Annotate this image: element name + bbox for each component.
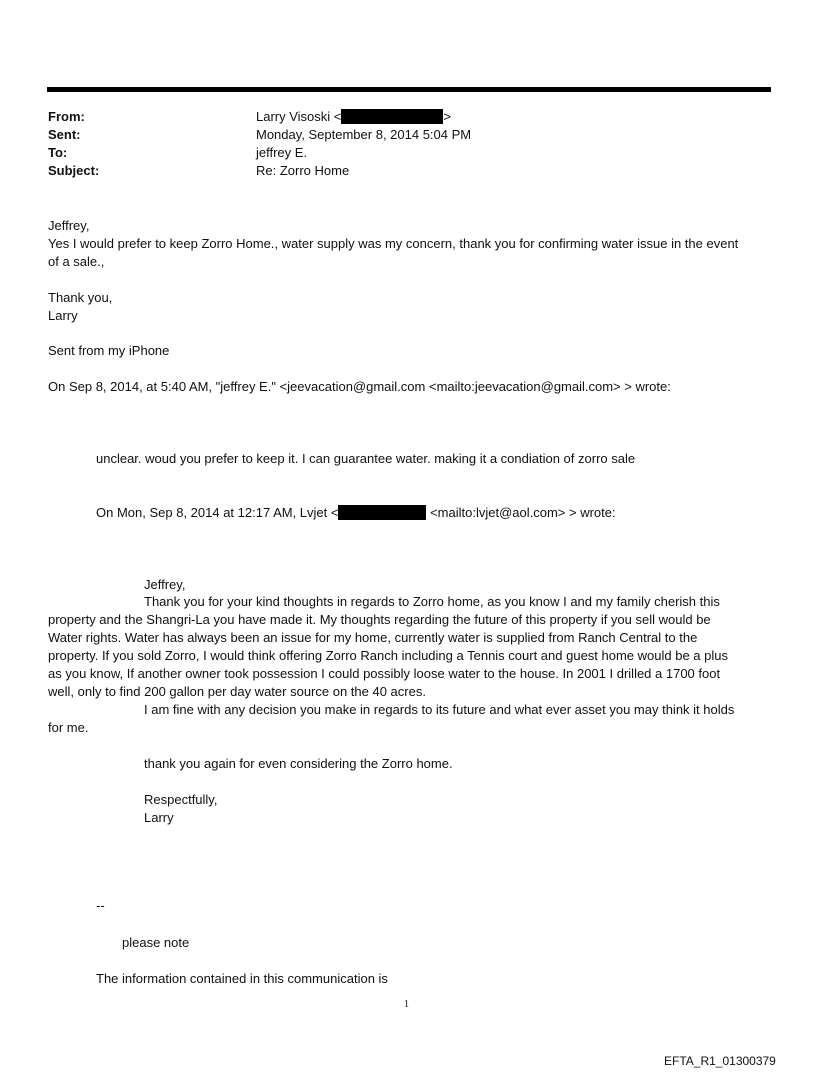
quoted2-line: property. If you sold Zorro, I would think offering Zorro Ranch including a Tennis court and guest home would be a plus [48, 648, 728, 663]
quoted2-closing: Respectfully, [144, 792, 218, 807]
page-number: 1 [404, 999, 409, 1010]
quoted2-signature: Larry [144, 810, 174, 825]
quoted2-line: I am fine with any decision you make in regards to its future and what ever asset you may think it holds [144, 702, 735, 717]
quoted2-line: Thank you for your kind thoughts in regards to Zorro home, as you know I and my family cherish this [144, 594, 720, 609]
from-value [256, 108, 451, 125]
subject-label: Subject: [48, 163, 100, 178]
quote-header-end: <mailto:lvjet@aol.com> > wrote: [430, 505, 616, 520]
redaction-bar [341, 109, 443, 124]
header-rule [47, 87, 771, 92]
quote-header-start: On Mon, Sep 8, 2014 at 12:17 AM, Lvjet < [96, 505, 339, 520]
sent-from-line: Sent from my iPhone [48, 343, 170, 358]
quoted2-line: Water rights. Water has always been an issue for my home, currently water is supplied from Ranch Central to the [48, 630, 698, 645]
signature-separator: -- [96, 898, 105, 913]
subject-value: Re: Zorro Home [256, 163, 350, 178]
quoted-body: unclear. woud you prefer to keep it. I can guarantee water. making it a condiation of zorro sale [96, 451, 636, 466]
sent-label: Sent: [48, 127, 81, 142]
from-name: Larry Visoski < [256, 109, 342, 124]
quote-header: On Sep 8, 2014, at 5:40 AM, "jeffrey E." <jeevacation@gmail.com <mailto:jeevacation@gmail.com> > wrote: [48, 379, 671, 394]
reply-signature: Larry [48, 308, 78, 323]
quoted2-thanks: thank you again for even considering the Zorro home. [144, 756, 453, 771]
reply-greeting: Jeffrey, [48, 218, 90, 233]
from-label: From: [48, 109, 85, 124]
quoted2-line: property and the Shangri-La you have made it. My thoughts regarding the future of this property if you sell would be [48, 612, 711, 627]
quoted2-greeting: Jeffrey, [144, 577, 186, 592]
sent-value: Monday, September 8, 2014 5:04 PM [256, 127, 472, 142]
reply-thanks: Thank you, [48, 290, 113, 305]
to-label: To: [48, 145, 68, 160]
reply-line: of a sale., [48, 254, 105, 269]
quote-header-2 [96, 504, 616, 521]
info-line: The information contained in this communication is [96, 971, 388, 986]
quoted2-line: well, only to find 200 gallon per day water source on the 40 acres. [48, 684, 426, 699]
please-note: please note [122, 935, 190, 950]
quoted2-line: as you know, If another owner took possession I could possibly loose water to the house. In 2001 I drilled a 1700 foot [48, 666, 721, 681]
to-value: jeffrey E. [256, 145, 308, 160]
quoted2-line: for me. [48, 720, 89, 735]
bates-number: EFTA_R1_01300379 [664, 1054, 776, 1068]
redaction-bar [338, 505, 426, 520]
reply-line: Yes I would prefer to keep Zorro Home., water supply was my concern, thank you for confirming water issue in the event [48, 236, 739, 251]
from-close: > [443, 109, 451, 124]
